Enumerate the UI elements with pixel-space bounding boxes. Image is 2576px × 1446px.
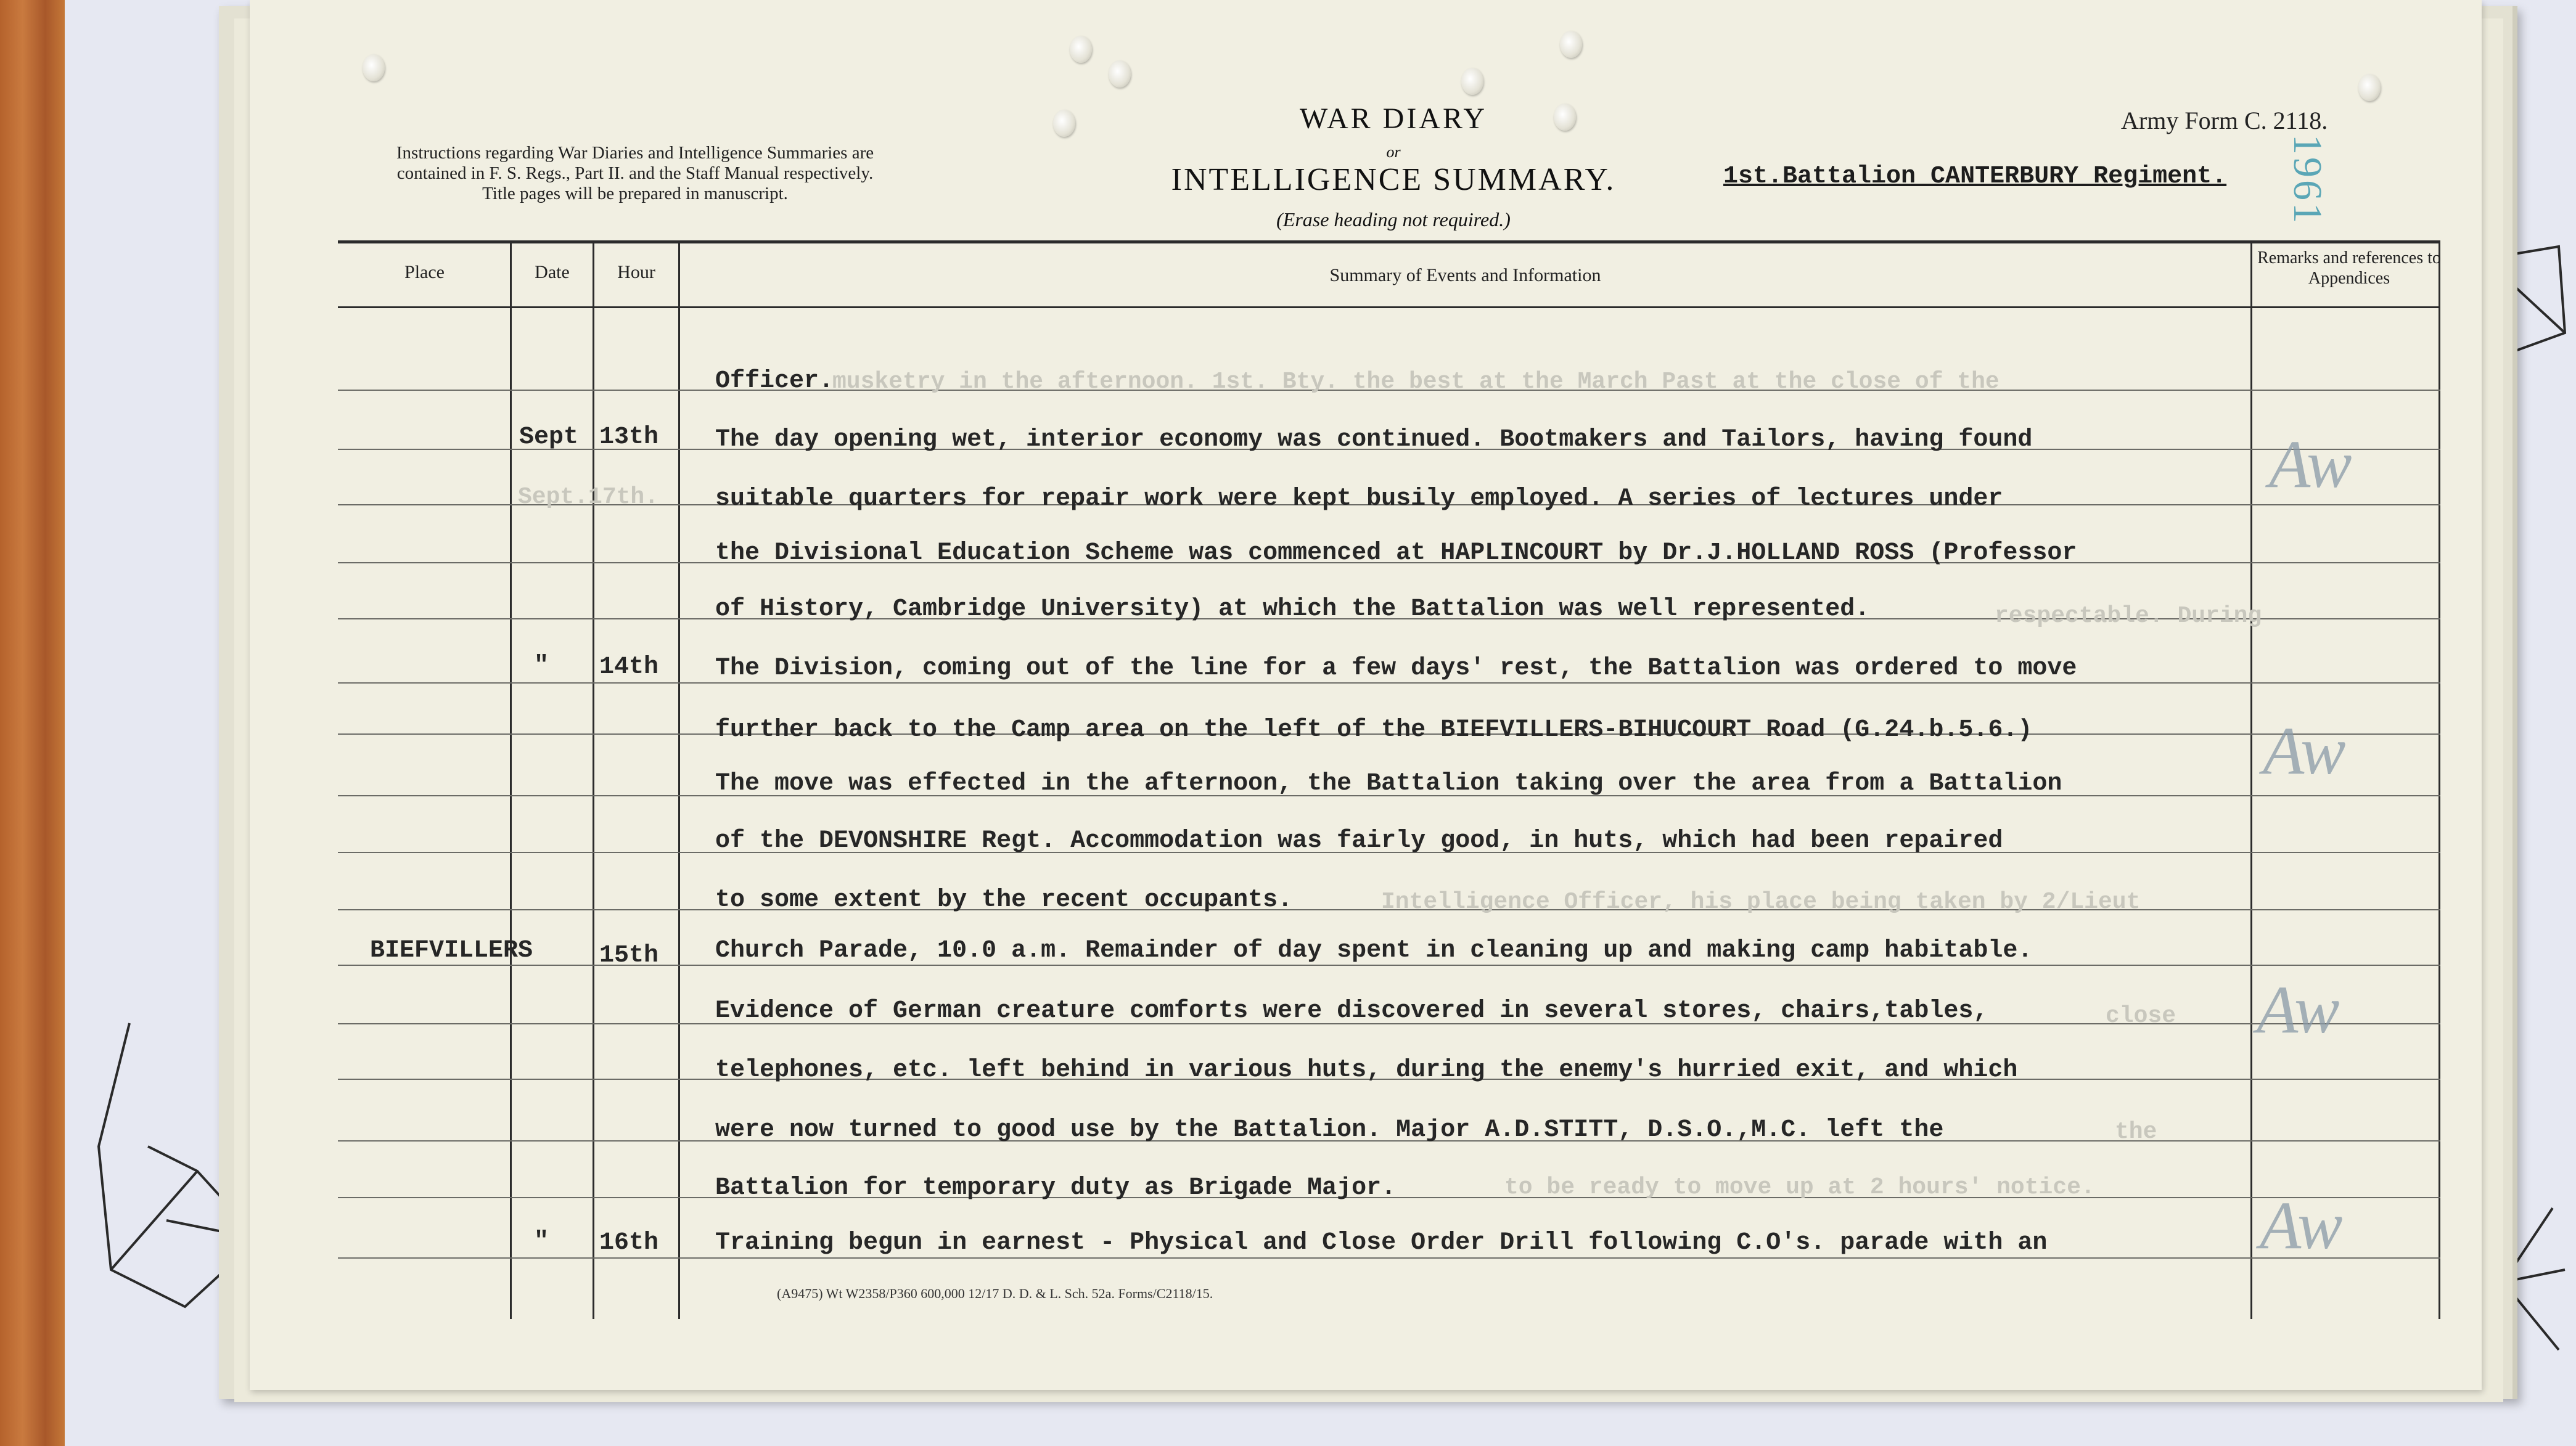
punch-hole: [363, 54, 385, 81]
ruled-line: [338, 682, 2440, 684]
ghost-text: musketry in the afternoon. 1st. Bty. the best at the March Past at the close of the: [832, 369, 2000, 395]
entry-line: The move was effected in the afternoon, the Battalion taking over the area from a Battalion: [715, 770, 2062, 798]
ghost-text: Sept.17th.: [518, 484, 659, 510]
ghost-text: the: [2115, 1119, 2157, 1145]
entry-line: further back to the Camp area on the left of the BIEFVILLERS-BIHUCOURT Road (G.24.b.5.6.): [715, 716, 2033, 744]
entry-day: 14th: [599, 653, 659, 681]
entry-line: Officer.: [715, 367, 834, 395]
entry-date: ": [534, 1228, 549, 1256]
remarks-initials: Aw: [2263, 713, 2346, 788]
stamp-number: 1961: [2285, 134, 2330, 226]
entry-line: of the DEVONSHIRE Regt. Accommodation was fairly good, in huts, which had been repaired: [715, 827, 2003, 855]
ruled-line: [338, 1257, 2440, 1259]
entry-line: of History, Cambridge University) at which the Battalion was well represented.: [715, 595, 1870, 623]
entry-line: The Division, coming out of the line for a few days' rest, the Battalion was ordered to move: [715, 655, 2077, 682]
remarks-initials: Aw: [2269, 427, 2352, 502]
column-header-remarks: Remarks and references to Appendices: [2257, 248, 2441, 288]
col-divider-remarks: [2250, 242, 2252, 1319]
erase-heading-note: (Erase heading not required.): [1276, 208, 1511, 231]
form-instructions: Instructions regarding War Diaries and Intelligence Summaries are contained in F. S. Regs., Part II. and the Staff Manual respectively. Title pages will be prepared in manuscript.: [396, 143, 874, 203]
entry-day: 13th: [599, 423, 659, 451]
punch-hole: [1560, 31, 1582, 58]
entry-day: 16th: [599, 1229, 659, 1257]
unit-name: 1st.Battalion CANTERBURY Regiment.: [1723, 163, 2227, 190]
column-header-date: Date: [535, 262, 570, 282]
punch-hole: [1053, 110, 1075, 137]
punch-hole: [1461, 68, 1483, 95]
printer-imprint: (A9475) Wt W2358/P360 600,000 12/17 D. D. & L. Sch. 52a. Forms/C2118/15.: [777, 1286, 1213, 1301]
header-bottom-rule: [338, 306, 2440, 308]
punch-hole: [1109, 60, 1131, 88]
entry-line: Church Parade, 10.0 a.m. Remainder of day spent in cleaning up and making camp habitable.: [715, 937, 2033, 965]
entry-line: Evidence of German creature comforts were discovered in several stores, chairs,tables,: [715, 997, 1988, 1025]
column-header-summary: Summary of Events and Information: [1329, 265, 1601, 285]
entry-place: BIEFVILLERS: [370, 937, 533, 965]
entry-line: telephones, etc. left behind in various huts, during the enemy's hurried exit, and which: [715, 1056, 2018, 1084]
header-top-rule: [338, 240, 2440, 243]
entry-line: the Divisional Education Scheme was commenced at HAPLINCOURT by Dr.J.HOLLAND ROSS (Professor: [715, 539, 2077, 567]
entry-date: Sept: [519, 423, 579, 451]
ghost-text: Intelligence Officer, his place being taken by 2/Lieut: [1381, 889, 2141, 915]
entry-line: Battalion for temporary duty as Brigade Major.: [715, 1174, 1397, 1202]
ghost-text: to be ready to move up at 2 hours' notice.: [1504, 1174, 2095, 1201]
column-header-place: Place: [404, 262, 445, 282]
title-or: or: [1386, 143, 1401, 161]
entry-day: 15th: [599, 942, 659, 970]
entry-line: to some extent by the recent occupants.: [715, 886, 1293, 914]
remarks-initials: Aw: [2257, 972, 2340, 1047]
ghost-text: respectable. During: [1995, 603, 2262, 629]
punch-hole: [1070, 36, 1092, 63]
col-divider-hour: [678, 242, 680, 1319]
column-header-hour: Hour: [617, 262, 655, 282]
ghost-text: close: [2106, 1003, 2176, 1029]
punch-hole: [2358, 74, 2381, 101]
entry-line: Training begun in earnest - Physical and Close Order Drill following C.O's. parade with an: [715, 1229, 2048, 1257]
wooden-table-edge: [0, 0, 65, 1446]
title-war-diary: WAR DIARY: [1299, 102, 1487, 135]
col-divider-right: [2439, 242, 2440, 1319]
col-divider-place: [510, 242, 512, 1319]
entry-date: ": [534, 652, 549, 680]
entry-line: The day opening wet, interior economy was continued. Bootmakers and Tailors, having found: [715, 426, 2033, 454]
army-form-number: Army Form C. 2118.: [2121, 107, 2328, 134]
entry-line: were now turned to good use by the Battalion. Major A.D.STITT, D.S.O.,M.C. left the: [715, 1116, 1944, 1144]
title-intelligence-summary: INTELLIGENCE SUMMARY.: [1171, 162, 1616, 197]
entry-line: suitable quarters for repair work were kept busily employed. A series of lectures under: [715, 485, 2003, 513]
remarks-initials: Aw: [2260, 1188, 2343, 1263]
col-divider-date: [593, 242, 594, 1319]
